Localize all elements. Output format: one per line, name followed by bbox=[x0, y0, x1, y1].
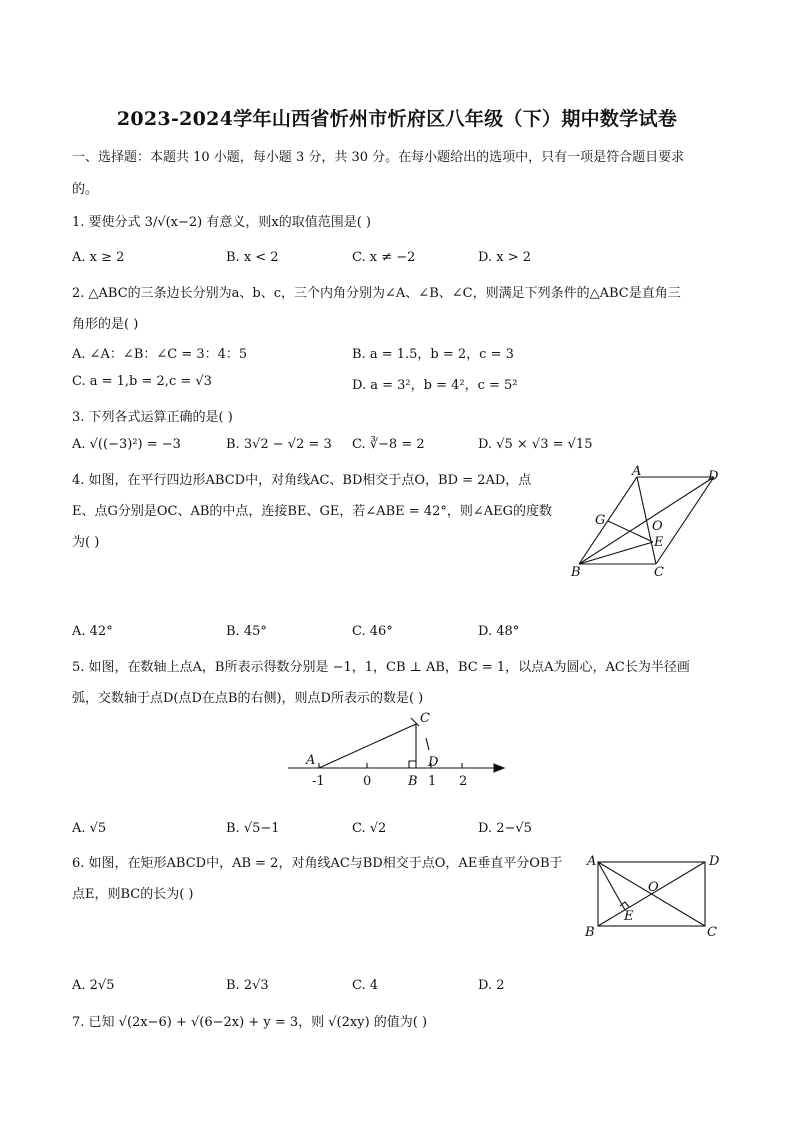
q4-label-e: E bbox=[654, 535, 664, 550]
question-6-line1: 6. 如图，在矩形ABCD中，AB = 2，对角线AC与BD相交于点O，AE垂直平分OB于 bbox=[72, 856, 563, 871]
q6-label-c: C bbox=[707, 925, 717, 940]
question-7: 7. 已知 √(2x−6) + √(6−2x) + y = 3，则 √(2xy) 的值为( ) bbox=[72, 1015, 428, 1030]
q5-option-a: A. √5 bbox=[72, 821, 107, 836]
q6-label-b: B bbox=[585, 925, 595, 940]
q2-option-d: D. a = 3²，b = 4²，c = 5² bbox=[352, 378, 518, 393]
q4-label-g: G bbox=[595, 513, 606, 528]
q5-option-b: B. √5−1 bbox=[226, 821, 280, 836]
q4-label-b: B bbox=[571, 565, 581, 580]
section-instruction-line1: 一、选择题：本题共 10 小题，每小题 3 分，共 30 分。在每小题给出的选项中，只有一项是符合题目要求 bbox=[72, 150, 685, 165]
q1-option-c: C. x ≠ −2 bbox=[352, 250, 416, 265]
q5-label-a: A bbox=[306, 753, 316, 768]
q5-tick-0: 0 bbox=[363, 774, 372, 789]
q5-label-b: B bbox=[408, 774, 418, 789]
question-3: 3. 下列各式运算正确的是( ) bbox=[72, 410, 233, 425]
question-4-line1: 4. 如图，在平行四边形ABCD中，对角线AC、BD相交于点O，BD = 2AD，点 bbox=[72, 473, 532, 488]
q3-option-a: A. √((−3)²) = −3 bbox=[72, 437, 181, 452]
q4-label-c: C bbox=[654, 565, 664, 580]
q4-option-d: D. 48° bbox=[478, 624, 520, 639]
q5-tick-1: 1 bbox=[428, 774, 437, 789]
question-5-line2: 弧，交数轴于点D(点D在点B的右侧)，则点D所表示的数是( ) bbox=[72, 691, 424, 706]
q6-rectangle-figure bbox=[584, 850, 724, 940]
q4-parallelogram-figure bbox=[566, 464, 726, 582]
question-4-line3: 为( ) bbox=[72, 535, 100, 550]
q2-option-c: C. a = 1,b = 2,c = √3 bbox=[72, 374, 212, 389]
q6-option-b: B. 2√3 bbox=[226, 978, 269, 993]
page-title: 2023-2024学年山西省忻州市忻府区八年级（下）期中数学试卷 bbox=[116, 108, 678, 130]
question-6-line2: 点E，则BC的长为( ) bbox=[72, 887, 194, 902]
question-2-line2: 角形的是( ) bbox=[72, 317, 139, 332]
q5-label-c: C bbox=[420, 711, 430, 726]
q6-option-d: D. 2 bbox=[478, 978, 505, 993]
q1-option-b: B. x < 2 bbox=[226, 250, 279, 265]
question-5-line1: 5. 如图，在数轴上点A，B所表示得数分别是 −1，1，CB ⊥ AB，BC = 1，以点A为圆心，AC长为半径画 bbox=[72, 660, 690, 675]
question-4-line2: E、点G分别是OC、AB的中点，连接BE、GE，若∠ABE = 42°，则∠AEG的度数 bbox=[72, 504, 553, 519]
q5-tick-minus1: -1 bbox=[312, 774, 325, 789]
q6-option-a: A. 2√5 bbox=[72, 978, 115, 993]
q5-option-d: D. 2−√5 bbox=[478, 821, 532, 836]
q6-label-d: D bbox=[709, 854, 720, 869]
q4-label-d: D bbox=[708, 469, 719, 484]
q5-label-d: D bbox=[428, 755, 439, 770]
q6-label-a: A bbox=[587, 854, 597, 869]
q4-label-o: O bbox=[652, 519, 663, 534]
q6-label-e: E bbox=[624, 909, 634, 924]
q2-option-b: B. a = 1.5，b = 2，c = 3 bbox=[352, 347, 514, 362]
q6-option-c: C. 4 bbox=[352, 978, 379, 993]
q4-option-a: A. 42° bbox=[72, 624, 113, 639]
q5-tick-2: 2 bbox=[459, 774, 468, 789]
q3-option-b: B. 3√2 − √2 = 3 bbox=[226, 437, 332, 452]
q5-number-line-figure bbox=[286, 708, 512, 790]
q4-option-b: B. 45° bbox=[226, 624, 267, 639]
q3-option-c: C. ∛−8 = 2 bbox=[352, 437, 425, 452]
section-instruction-line2: 的。 bbox=[72, 182, 99, 197]
question-1: 1. 要使分式 3/√(x−2) 有意义，则x的取值范围是( ) bbox=[72, 215, 371, 230]
q1-option-d: D. x > 2 bbox=[478, 250, 531, 265]
question-2-line1: 2. △ABC的三条边长分别为a、b、c，三个内角分别为∠A、∠B、∠C，则满足下列条件的△ABC是直角三 bbox=[72, 286, 681, 301]
q3-option-d: D. √5 × √3 = √15 bbox=[478, 437, 593, 452]
q4-label-a: A bbox=[632, 464, 642, 479]
q5-option-c: C. √2 bbox=[352, 821, 387, 836]
q2-option-a: A. ∠A：∠B：∠C = 3：4：5 bbox=[72, 347, 248, 362]
q1-option-a: A. x ≥ 2 bbox=[72, 250, 125, 265]
q6-label-o: O bbox=[648, 880, 659, 895]
q4-option-c: C. 46° bbox=[352, 624, 393, 639]
